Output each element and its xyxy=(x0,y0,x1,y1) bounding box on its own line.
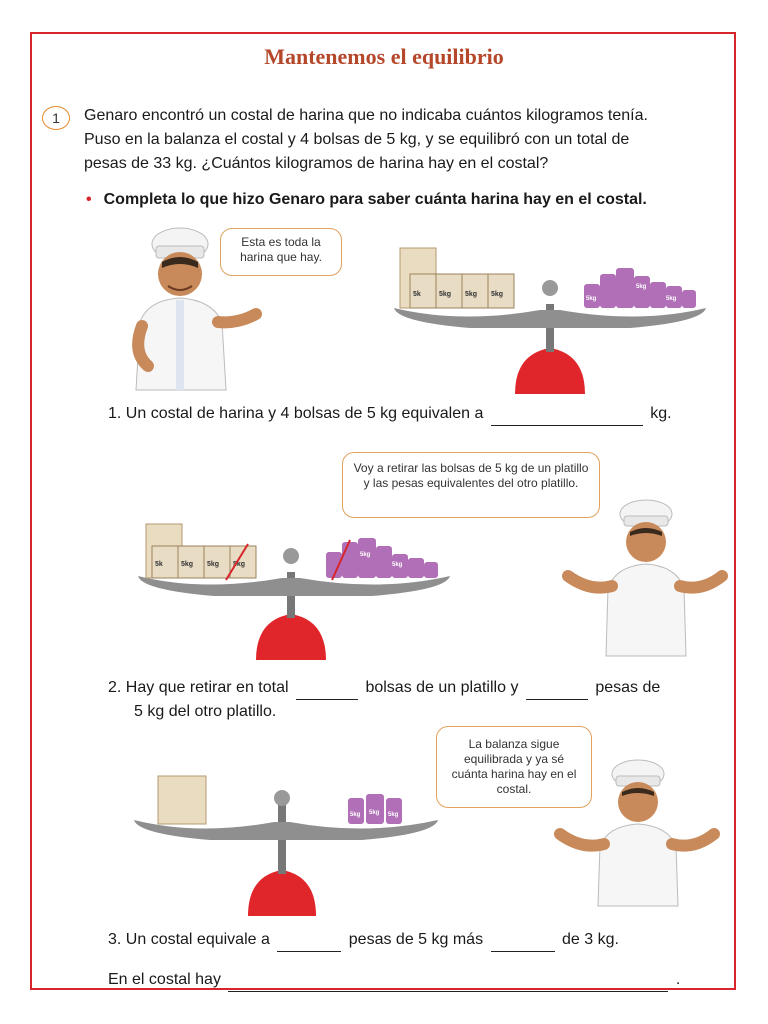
bag-label: 5kg xyxy=(439,291,452,298)
baker-illustration-3 xyxy=(552,756,722,906)
bullet-icon: • xyxy=(86,191,92,208)
instruction-text: Completa lo que hizo Genaro para saber cuánta harina hay en el costal. xyxy=(103,191,647,208)
baker-illustration-2 xyxy=(560,496,730,656)
q1-unit: kg. xyxy=(650,405,672,422)
q3-text-3: de 3 kg. xyxy=(561,931,619,948)
speech-bubble-1: Esta es toda la harina que hay. xyxy=(220,228,342,276)
question-1 xyxy=(108,402,672,426)
question-2 xyxy=(108,676,660,724)
q3-text-1: 3. Un costal equivale a xyxy=(108,931,270,948)
q1-answer-blank[interactable] xyxy=(491,409,643,426)
problem-text xyxy=(84,104,724,176)
weight-label: 5kg xyxy=(388,812,399,818)
weight-label: 5kg xyxy=(636,284,647,290)
q2-text-1: 2. Hay que retirar en total xyxy=(108,679,289,696)
problem-line-2: Puso en la balanza el costal y 4 bolsas de 5 kg, y se equilibró con un total de xyxy=(84,131,630,148)
bag-label: 5kg xyxy=(233,561,246,568)
bag-label: 5k xyxy=(413,291,421,298)
weight-label: 5kg xyxy=(586,296,597,302)
speech-bubble-2: Voy a retirar las bolsas de 5 kg de un platillo y las pesas equivalentes del otro platillo. xyxy=(342,452,600,518)
problem-line-3: pesas de 33 kg. ¿Cuántos kilogramos de harina hay en el costal? xyxy=(84,155,549,172)
weight-label: 5kg xyxy=(369,810,380,816)
final-text: En el costal hay xyxy=(108,971,221,988)
q1-text: 1. Un costal de harina y 4 bolsas de 5 kg equivalen a xyxy=(108,405,484,422)
final-answer xyxy=(108,968,680,992)
weight-label: 5kg xyxy=(360,552,371,558)
weight-label: 5kg xyxy=(350,812,361,818)
bag-label: 5k xyxy=(155,561,163,568)
weight-label: 5kg xyxy=(666,296,677,302)
bag-label: 5kg xyxy=(465,291,478,298)
bag-label: 5kg xyxy=(207,561,220,568)
balance-scale-1 xyxy=(390,244,720,394)
q2-bags-blank[interactable] xyxy=(296,683,358,700)
page-title: Mantenemos el equilibrio xyxy=(264,44,504,69)
bag-label: 5kg xyxy=(181,561,194,568)
final-end: . xyxy=(675,971,681,988)
q3-weights-blank[interactable] xyxy=(277,935,341,952)
question-3 xyxy=(108,928,619,952)
q3-text-2: pesas de 5 kg más xyxy=(348,931,484,948)
speech-bubble-3: La balanza sigue equilibrada y ya sé cuánta harina hay en el costal. xyxy=(436,726,592,808)
problem-line-1: Genaro encontró un costal de harina que no indicaba cuántos kilogramos tenía. xyxy=(84,107,648,124)
q2-text-line2: 5 kg del otro platillo. xyxy=(134,703,277,720)
instruction xyxy=(86,191,647,209)
q3-extra-blank[interactable] xyxy=(491,935,555,952)
q2-text-2: bolsas de un platillo y xyxy=(365,679,519,696)
balance-scale-3 xyxy=(132,776,442,916)
bag-label: 5kg xyxy=(491,291,504,298)
q2-text-3: pesas de xyxy=(595,679,661,696)
final-answer-blank[interactable] xyxy=(228,975,668,992)
q2-weights-blank[interactable] xyxy=(526,683,588,700)
weight-label: 5kg xyxy=(392,562,403,568)
balance-scale-2 xyxy=(136,520,456,660)
problem-number: 1 xyxy=(42,106,70,130)
